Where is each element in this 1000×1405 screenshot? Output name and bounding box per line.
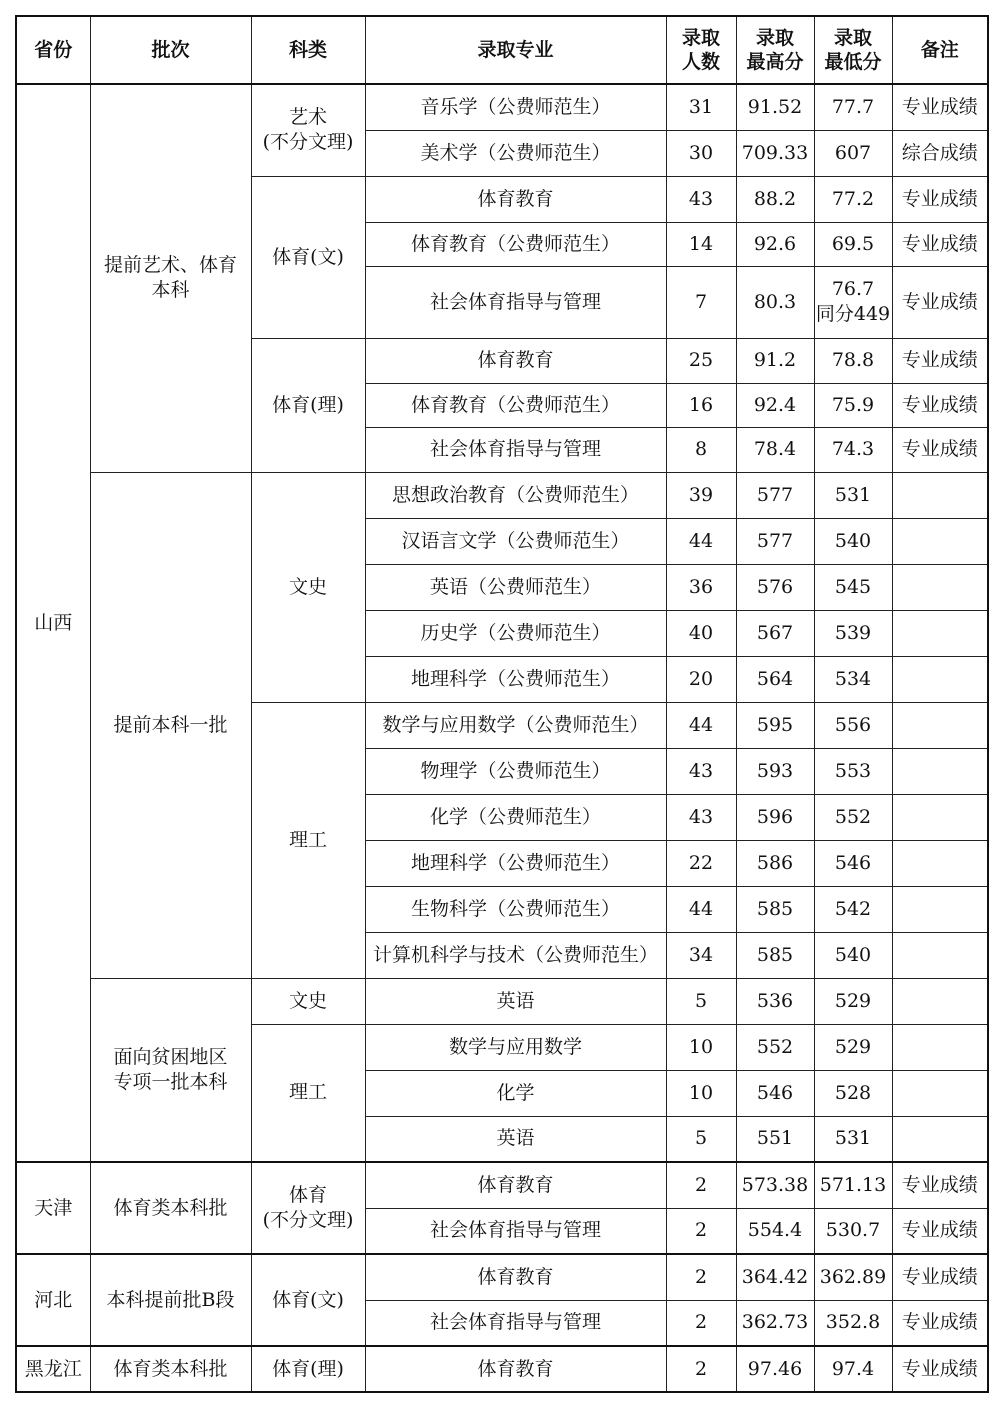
cell-note: 专业成绩	[892, 84, 988, 130]
cell-major: 社会体育指导与管理	[365, 1208, 666, 1254]
cell-major: 地理科学（公费师范生）	[365, 656, 666, 702]
cell-note	[892, 748, 988, 794]
cell-min-score: 529	[814, 978, 892, 1024]
cell-min-score: 69.5	[814, 222, 892, 266]
cell-count: 20	[666, 656, 736, 702]
cell-max-score: 92.6	[736, 222, 814, 266]
table-row	[16, 1346, 988, 1392]
cell-category: 理工	[251, 1024, 365, 1162]
cell-province: 山西	[16, 84, 90, 1162]
cell-count: 43	[666, 176, 736, 222]
cell-min-score: 553	[814, 748, 892, 794]
cell-max-score: 78.4	[736, 427, 814, 472]
table-row	[16, 1254, 988, 1300]
cell-count: 8	[666, 427, 736, 472]
cell-count: 2	[666, 1346, 736, 1392]
cell-major: 物理学（公费师范生）	[365, 748, 666, 794]
cell-min-score: 529	[814, 1024, 892, 1070]
cell-note	[892, 1116, 988, 1162]
cell-note: 综合成绩	[892, 130, 988, 176]
cell-note: 专业成绩	[892, 176, 988, 222]
cell-min-score: 352.8	[814, 1300, 892, 1346]
cell-major: 汉语言文学（公费师范生）	[365, 518, 666, 564]
cell-max-score: 709.33	[736, 130, 814, 176]
cell-province: 天津	[16, 1162, 90, 1254]
cell-note: 专业成绩	[892, 1346, 988, 1392]
cell-min-score: 607	[814, 130, 892, 176]
cell-major: 社会体育指导与管理	[365, 1300, 666, 1346]
cell-min-score: 74.3	[814, 427, 892, 472]
cell-count: 43	[666, 794, 736, 840]
cell-max-score: 88.2	[736, 176, 814, 222]
header-max-score: 录取 最高分	[736, 16, 814, 84]
cell-note: 专业成绩	[892, 1254, 988, 1300]
cell-count: 25	[666, 338, 736, 383]
cell-max-score: 593	[736, 748, 814, 794]
cell-major: 体育教育	[365, 338, 666, 383]
cell-min-score: 78.8	[814, 338, 892, 383]
cell-batch: 提前艺术、体育 本科	[90, 84, 251, 472]
cell-min-score: 571.13	[814, 1162, 892, 1208]
cell-count: 39	[666, 472, 736, 518]
cell-max-score: 551	[736, 1116, 814, 1162]
cell-major: 生物科学（公费师范生）	[365, 886, 666, 932]
header-note: 备注	[892, 16, 988, 84]
table-row	[16, 1162, 988, 1208]
cell-min-score: 97.4	[814, 1346, 892, 1392]
cell-max-score: 595	[736, 702, 814, 748]
cell-count: 10	[666, 1024, 736, 1070]
cell-note	[892, 932, 988, 978]
admission-table	[15, 15, 989, 1393]
cell-batch: 本科提前批B段	[90, 1254, 251, 1346]
cell-major: 体育教育（公费师范生）	[365, 383, 666, 427]
cell-category: 体育(文)	[251, 176, 365, 338]
cell-max-score: 577	[736, 472, 814, 518]
cell-major: 数学与应用数学（公费师范生）	[365, 702, 666, 748]
cell-min-score: 542	[814, 886, 892, 932]
header-count: 录取 人数	[666, 16, 736, 84]
cell-count: 10	[666, 1070, 736, 1116]
cell-count: 31	[666, 84, 736, 130]
header-province: 省份	[16, 16, 90, 84]
cell-max-score: 91.2	[736, 338, 814, 383]
cell-major: 体育教育	[365, 1162, 666, 1208]
cell-major: 英语	[365, 978, 666, 1024]
cell-max-score: 80.3	[736, 266, 814, 338]
cell-count: 44	[666, 702, 736, 748]
cell-count: 2	[666, 1208, 736, 1254]
cell-min-score: 545	[814, 564, 892, 610]
cell-batch: 提前本科一批	[90, 472, 251, 978]
cell-category: 体育(理)	[251, 338, 365, 472]
cell-major: 英语	[365, 1116, 666, 1162]
cell-min-score: 546	[814, 840, 892, 886]
cell-batch: 体育类本科批	[90, 1162, 251, 1254]
cell-max-score: 573.38	[736, 1162, 814, 1208]
cell-note	[892, 1024, 988, 1070]
cell-min-score: 540	[814, 518, 892, 564]
cell-major: 体育教育（公费师范生）	[365, 222, 666, 266]
cell-category: 体育(文)	[251, 1254, 365, 1346]
cell-count: 44	[666, 518, 736, 564]
cell-max-score: 577	[736, 518, 814, 564]
header-category: 科类	[251, 16, 365, 84]
cell-max-score: 576	[736, 564, 814, 610]
cell-major: 历史学（公费师范生）	[365, 610, 666, 656]
cell-count: 5	[666, 978, 736, 1024]
cell-category: 文史	[251, 472, 365, 702]
cell-count: 22	[666, 840, 736, 886]
cell-min-score: 76.7 同分449	[814, 266, 892, 338]
cell-note: 专业成绩	[892, 1162, 988, 1208]
cell-min-score: 362.89	[814, 1254, 892, 1300]
table-row	[16, 472, 988, 518]
cell-note	[892, 978, 988, 1024]
cell-note: 专业成绩	[892, 222, 988, 266]
cell-min-score: 77.2	[814, 176, 892, 222]
cell-min-score: 556	[814, 702, 892, 748]
cell-province: 河北	[16, 1254, 90, 1346]
cell-note	[892, 1070, 988, 1116]
cell-max-score: 585	[736, 932, 814, 978]
cell-min-score: 539	[814, 610, 892, 656]
cell-min-score: 534	[814, 656, 892, 702]
cell-min-score: 552	[814, 794, 892, 840]
cell-min-score: 531	[814, 1116, 892, 1162]
cell-major: 体育教育	[365, 1254, 666, 1300]
cell-note	[892, 610, 988, 656]
cell-min-score: 530.7	[814, 1208, 892, 1254]
cell-count: 36	[666, 564, 736, 610]
header-min-score: 录取 最低分	[814, 16, 892, 84]
cell-max-score: 97.46	[736, 1346, 814, 1392]
cell-major: 音乐学（公费师范生）	[365, 84, 666, 130]
cell-max-score: 362.73	[736, 1300, 814, 1346]
cell-note: 专业成绩	[892, 1208, 988, 1254]
cell-category: 理工	[251, 702, 365, 978]
cell-max-score: 364.42	[736, 1254, 814, 1300]
cell-batch: 面向贫困地区 专项一批本科	[90, 978, 251, 1162]
header-row	[16, 16, 988, 84]
cell-major: 体育教育	[365, 176, 666, 222]
cell-max-score: 585	[736, 886, 814, 932]
cell-max-score: 567	[736, 610, 814, 656]
table-row	[16, 84, 988, 130]
cell-province: 黑龙江	[16, 1346, 90, 1392]
cell-max-score: 564	[736, 656, 814, 702]
cell-category: 艺术 (不分文理)	[251, 84, 365, 176]
cell-note	[892, 886, 988, 932]
cell-major: 化学（公费师范生）	[365, 794, 666, 840]
cell-category: 体育 (不分文理)	[251, 1162, 365, 1254]
cell-note	[892, 656, 988, 702]
cell-max-score: 586	[736, 840, 814, 886]
cell-min-score: 77.7	[814, 84, 892, 130]
cell-note: 专业成绩	[892, 427, 988, 472]
cell-major: 计算机科学与技术（公费师范生）	[365, 932, 666, 978]
cell-count: 2	[666, 1162, 736, 1208]
cell-count: 43	[666, 748, 736, 794]
cell-note: 专业成绩	[892, 1300, 988, 1346]
cell-max-score: 554.4	[736, 1208, 814, 1254]
cell-note	[892, 564, 988, 610]
cell-category: 文史	[251, 978, 365, 1024]
cell-max-score: 552	[736, 1024, 814, 1070]
cell-count: 2	[666, 1300, 736, 1346]
cell-max-score: 546	[736, 1070, 814, 1116]
cell-count: 30	[666, 130, 736, 176]
cell-count: 5	[666, 1116, 736, 1162]
cell-major: 社会体育指导与管理	[365, 266, 666, 338]
cell-note	[892, 702, 988, 748]
cell-max-score: 91.52	[736, 84, 814, 130]
cell-note	[892, 840, 988, 886]
cell-note	[892, 472, 988, 518]
cell-max-score: 536	[736, 978, 814, 1024]
cell-major: 地理科学（公费师范生）	[365, 840, 666, 886]
cell-count: 16	[666, 383, 736, 427]
cell-major: 思想政治教育（公费师范生）	[365, 472, 666, 518]
cell-note: 专业成绩	[892, 266, 988, 338]
cell-note: 专业成绩	[892, 338, 988, 383]
cell-max-score: 92.4	[736, 383, 814, 427]
cell-major: 数学与应用数学	[365, 1024, 666, 1070]
cell-count: 34	[666, 932, 736, 978]
cell-category: 体育(理)	[251, 1346, 365, 1392]
cell-count: 44	[666, 886, 736, 932]
header-batch: 批次	[90, 16, 251, 84]
cell-min-score: 528	[814, 1070, 892, 1116]
cell-min-score: 540	[814, 932, 892, 978]
cell-major: 化学	[365, 1070, 666, 1116]
cell-note	[892, 518, 988, 564]
cell-min-score: 531	[814, 472, 892, 518]
cell-count: 2	[666, 1254, 736, 1300]
cell-major: 英语（公费师范生）	[365, 564, 666, 610]
cell-major: 社会体育指导与管理	[365, 427, 666, 472]
cell-major: 美术学（公费师范生）	[365, 130, 666, 176]
cell-count: 40	[666, 610, 736, 656]
table-row	[16, 978, 988, 1024]
header-major: 录取专业	[365, 16, 666, 84]
cell-min-score: 75.9	[814, 383, 892, 427]
cell-count: 7	[666, 266, 736, 338]
cell-note	[892, 794, 988, 840]
cell-note: 专业成绩	[892, 383, 988, 427]
cell-count: 14	[666, 222, 736, 266]
cell-major: 体育教育	[365, 1346, 666, 1392]
cell-max-score: 596	[736, 794, 814, 840]
cell-batch: 体育类本科批	[90, 1346, 251, 1392]
